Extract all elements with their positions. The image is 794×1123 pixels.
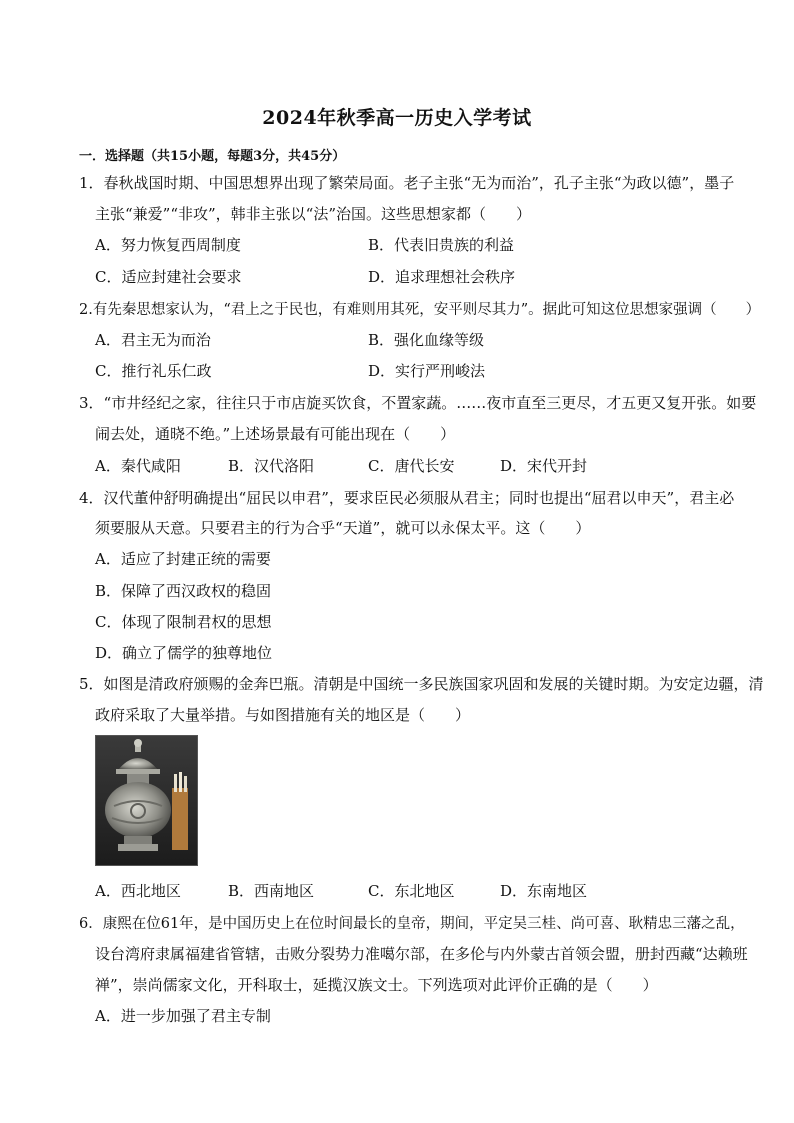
question-6-line-2: 设台湾府隶属福建省管辖，击败分裂势力准噶尔部，在多伦与内外蒙古首领会盟，册封西藏“达赖班 [95,945,748,963]
question-3-option-d: D．宋代开封 [500,457,588,475]
question-4-option-b: B．保障了西汉政权的稳固 [95,582,272,600]
question-4-option-a: A．适应了封建正统的需要 [95,550,271,568]
question-1-line-2: 主张“兼爱”“非攻”，韩非主张以“法”治国。这些思想家都（ ） [95,205,532,223]
question-4-line-2: 须要服从天意。只要君主的行为合乎“天道”，就可以永保太平。这（ ） [95,519,591,537]
question-6-option-a: A．进一步加强了君主专制 [95,1007,271,1025]
question-1-option-a: A．努力恢复西周制度 [95,236,241,254]
question-1-option-b: B．代表旧贵族的利益 [368,236,515,254]
question-5-option-a: A．西北地区 [95,882,181,900]
question-5-option-d: D．东南地区 [500,882,588,900]
question-4-option-d: D．确立了儒学的独尊地位 [95,644,273,662]
question-1-line-1: 1．春秋战国时期、中国思想界出现了繁荣局面。老子主张“无为而治”，孔子主张“为政以德”，墨子 [79,174,735,192]
question-2-option-b: B．强化血缘等级 [368,331,485,349]
question-5-option-c: C．东北地区 [368,882,455,900]
question-1-option-d: D．追求理想社会秩序 [368,268,516,286]
question-3-line-2: 闹去处，通晓不绝。”上述场景最有可能出现在（ ） [95,425,456,443]
question-2-option-c: C．推行礼乐仁政 [95,362,212,380]
question-2-option-a: A．君主无为而治 [95,331,211,349]
question-6-line-3: 禅”，崇尚儒家文化，开科取士，延揽汉族文士。下列选项对此评价正确的是（ ） [95,976,658,994]
golden-urn-image [96,736,197,865]
question-4-option-c: C．体现了限制君权的思想 [95,613,272,631]
question-6-line-1: 6．康熙在位61年，是中国历史上在位时间最长的皇帝，期间，平定吴三桂、尚可喜、耿精忠三藩之乱， [79,916,745,932]
question-3-option-c: C．唐代长安 [368,457,455,475]
exam-title: 2024年秋季高一历史入学考试 [262,107,532,129]
question-2-option-d: D．实行严刑峻法 [368,362,486,380]
question-3-line-1: 3．“市井经纪之家，往往只于市店旋买饮食，不置家蔬。……夜市直至三更尽，才五更又复开张。如要 [79,394,757,412]
question-3-option-b: B．汉代洛阳 [228,457,315,475]
golden-urn-photo [95,735,198,866]
question-5-line-1: 5．如图是清政府颁赐的金奔巴瓶。清朝是中国统一多民族国家巩固和发展的关键时期。为安定边疆，清 [79,675,764,693]
question-3-option-a: A．秦代咸阳 [95,457,181,475]
question-4-line-1: 4．汉代董仲舒明确提出“屈民以申君”，要求臣民必须服从君主；同时也提出“屈君以申天”，君主必 [79,489,735,507]
question-5-line-2: 政府采取了大量举措。与如图措施有关的地区是（ ） [95,706,471,724]
question-1-option-c: C．适应封建社会要求 [95,268,242,286]
section-heading: 一．选择题（共15小题，每题3分，共45分） [79,149,346,164]
question-5-option-b: B．西南地区 [228,882,315,900]
question-2-line-1: 2.有先秦思想家认为，“君上之于民也，有难则用其死，安平则尽其力”。据此可知这位思想家强调（ ） [79,302,761,318]
